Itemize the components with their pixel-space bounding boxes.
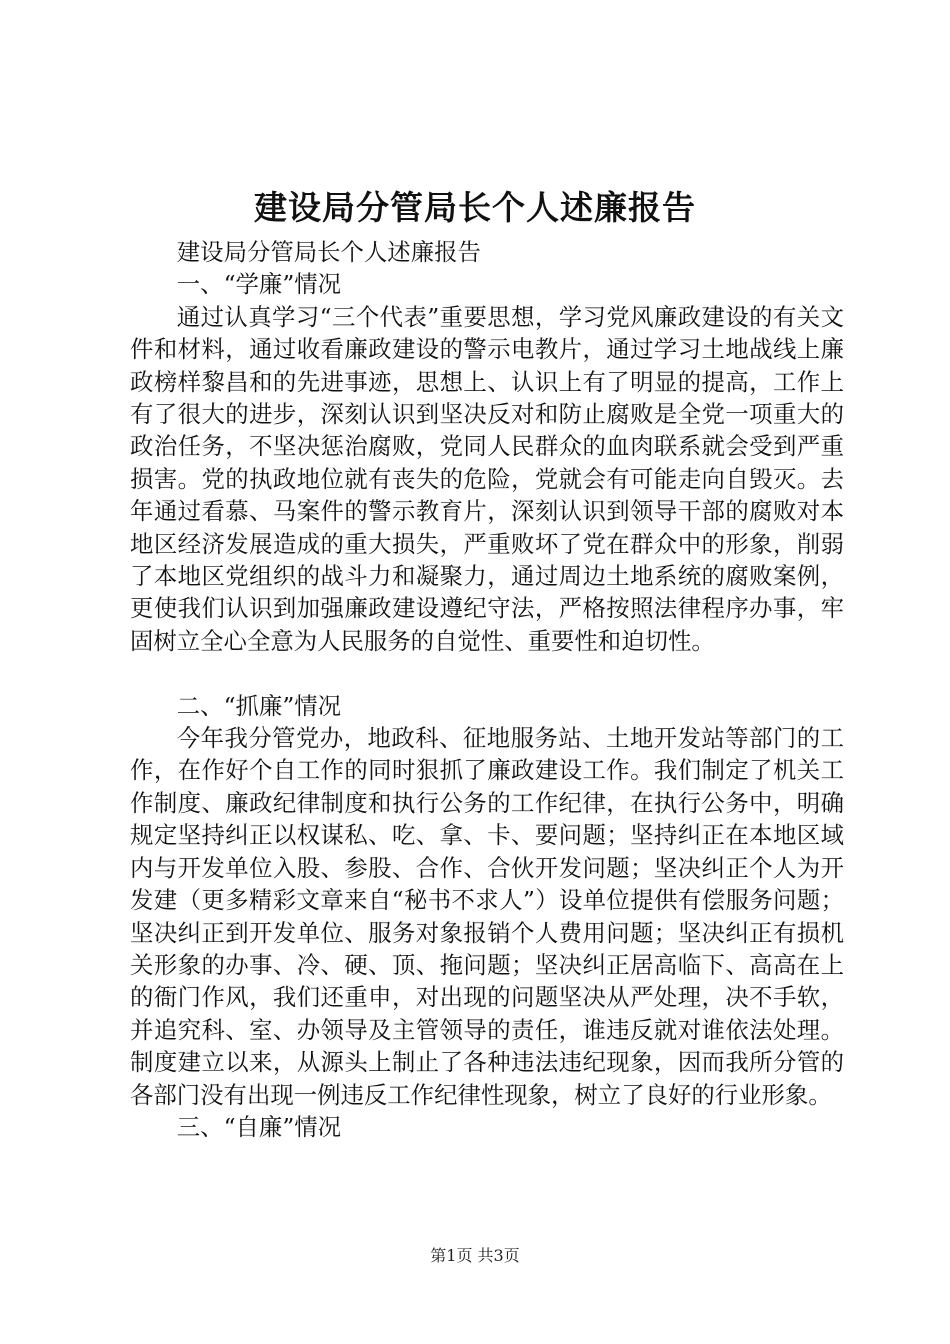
section-paragraph-1: 通过认真学习“三个代表”重要思想，学习党风廉政建设的有关文件和材料，通过收看廉政建设的警示电教片，通过学习土地战线上廉政榜样黎昌和的先进事迹，思想上、认识上有了明显的提高，工作上有了很大的进步，深刻认识到坚决反对和防止腐败是全党一项重大的政治任务，不坚决惩治腐败，党同人民群众的血肉联系就会受到严重损害。党的执政地位就有丧失的危险，党就会有可能走向自毁灭。去年通过看慕、马案件的警示教育片，深刻认识到领导干部的腐败对本地区经济发展造成的重大损失，严重败坏了党在群众中的形象，削弱了本地区党组织的战斗力和凝聚力，通过周边土地系统的腐败案例，更使我们认识到加强廉政建设遵纪守法，严格按照法律程序办事，牢固树立全心全意为人民服务的自觉性、重要性和迫切性。 xyxy=(130,302,844,655)
document-title: 建设局分管局长个人述廉报告 xyxy=(254,188,696,227)
section-heading-1: 一、“学廉”情况 xyxy=(176,270,342,299)
section-heading-3: 三、“自廉”情况 xyxy=(176,1112,342,1141)
section-heading-2: 二、“抓廉”情况 xyxy=(176,691,342,720)
document-body xyxy=(130,236,844,1143)
page-footer: 第1页 共3页 xyxy=(430,1246,520,1265)
blank-line xyxy=(130,657,844,689)
section-paragraph-2: 今年我分管党办，地政科、征地服务站、土地开发站等部门的工作，在作好个自工作的同时狠抓了廉政建设工作。我们制定了机关工作制度、廉政纪律制度和执行公务的工作纪律，在执行公务中，明确规定坚持纠正以权谋私、吃、拿、卡、要问题；坚持纠正在本地区域内与开发单位入股、参股、合作、合伙开发问题；坚决纠正个人为开发建（更多精彩文章来自“秘书不求人”）设单位提供有偿服务问题；坚决纠正到开发单位、服务对象报销个人费用问题；坚决纠正有损机关形象的办事、冷、硬、顶、拖问题；坚决纠正居高临下、高高在上的衙门作风，我们还重申，对出现的问题坚决从严处理，决不手软，并追究科、室、办领导及主管领导的责任，谁违反就对谁依法处理。制度建立以来，从源头上制止了各种违法违纪现象，因而我所分管的各部门没有出现一例违反工作纪律性现象，树立了良好的行业形象。 xyxy=(130,724,844,1109)
document-subtitle: 建设局分管局长个人述廉报告 xyxy=(176,238,481,266)
